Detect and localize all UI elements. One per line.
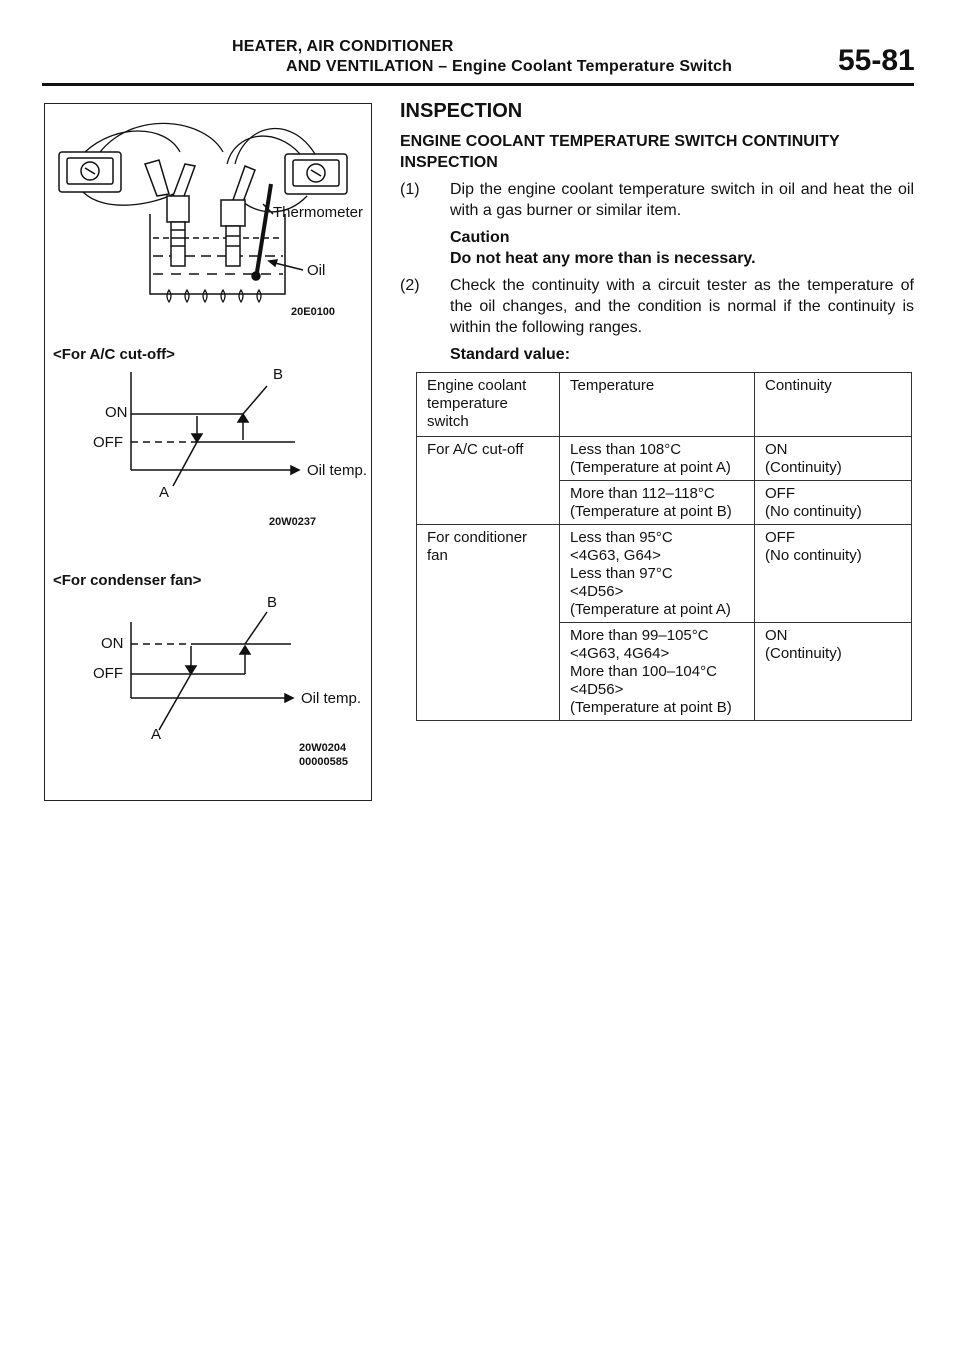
table-cell-temp: Less than 95°C <4G63, G64> Less than 97°C <4D56> (Temperature at point A): [560, 525, 755, 623]
step-1: [400, 179, 914, 221]
graph1-down-arrow: [192, 434, 202, 442]
header-title-line1: HEATER, AIR CONDITIONER: [232, 38, 454, 55]
graph2-point-b: B: [267, 594, 278, 611]
step-2: [400, 275, 914, 338]
standard-value-label: Standard value:: [450, 346, 571, 363]
caution-title: Caution: [450, 229, 510, 246]
graph-ac-cutoff: [131, 372, 299, 486]
caution-text: Do not heat any more than is necessary.: [450, 250, 756, 267]
table-cell-temp: More than 112–118°C (Temperature at point B): [560, 481, 755, 525]
oil-leader-arrowhead: [269, 260, 277, 266]
graph2-b-leader: [245, 612, 267, 644]
graph2-code: 20W0204: [299, 742, 347, 754]
graph1-a-leader: [173, 442, 197, 486]
graph2-down-arrow: [186, 666, 196, 674]
graph1-code: 20W0237: [269, 516, 317, 528]
graph1-axis-label: Oil temp.: [307, 462, 368, 479]
probe-clips: [145, 160, 255, 202]
table-cell-continuity: OFF (No continuity): [755, 481, 912, 525]
oil-label: Oil: [307, 262, 326, 279]
table-cell-temp: Less than 108°C (Temperature at point A): [560, 437, 755, 481]
table-cell-continuity: OFF (No continuity): [755, 525, 912, 623]
inspection-section: [400, 100, 914, 365]
header-rule: [42, 83, 914, 86]
table-header-continuity: Continuity: [755, 373, 912, 437]
thermometer-label: Thermometer: [273, 204, 364, 221]
graph2-a-leader: [159, 674, 191, 730]
graph2-point-a: A: [151, 726, 162, 743]
table-row: [417, 437, 912, 481]
section-heading: INSPECTION: [400, 100, 523, 122]
temperature-switch-icon: [167, 196, 189, 266]
standard-value-table: [416, 372, 912, 721]
table-row: [417, 525, 912, 623]
graph2-on-label: ON: [101, 635, 124, 652]
graph2-off-label: OFF: [93, 665, 123, 682]
header-title-line2: AND VENTILATION – Engine Coolant Temperature Switch: [286, 58, 733, 75]
burner-flames-icon: [167, 290, 261, 302]
graph1-up-arrow: [238, 414, 248, 422]
graph1-on-label: ON: [105, 404, 128, 421]
step-2-number: (2): [400, 277, 420, 294]
graph1-title: <For A/C cut-off>: [53, 346, 175, 363]
table-header-switch: Engine coolant temperature switch: [417, 373, 560, 437]
graph2-axis-label: Oil temp.: [301, 690, 362, 707]
graph2-x-arrowhead: [285, 694, 293, 702]
table-cell-switch-fan: For conditioner fan: [417, 525, 560, 721]
graph1-point-a: A: [159, 484, 170, 501]
graph1-x-arrowhead: [291, 466, 299, 474]
section-subheading: ENGINE COOLANT TEMPERATURE SWITCH CONTINUITY INSPECTION: [400, 133, 840, 171]
graph2-title: <For condenser fan>: [53, 572, 202, 589]
circuit-tester-left-icon: [59, 152, 121, 192]
page-number: 55-81: [838, 44, 915, 77]
figure-code-top: 20E0100: [291, 306, 336, 318]
circuit-tester-right-icon: [285, 154, 347, 194]
graph2-up-arrow: [240, 646, 250, 654]
graph2-code2: 00000585: [299, 756, 348, 768]
graph1-b-leader: [243, 386, 267, 414]
table-header-row: [417, 373, 912, 437]
step-1-number: (1): [400, 181, 420, 198]
thermometer-icon: [252, 184, 271, 280]
step-1-text: Dip the engine coolant temperature switch in oil and heat the oil with a gas burner or similar item.: [450, 181, 914, 219]
table-cell-switch-ac: For A/C cut-off: [417, 437, 560, 525]
graph-condenser-fan: [131, 612, 293, 730]
table-cell-continuity: ON (Continuity): [755, 437, 912, 481]
step-2-text: Check the continuity with a circuit tester as the temperature of the oil changes, and the condition is normal if the continuity is within the following ranges.: [450, 277, 914, 336]
graph1-point-b: B: [273, 366, 284, 383]
figure-panel: [44, 103, 372, 801]
caution-block: [400, 227, 914, 269]
table-cell-continuity: ON (Continuity): [755, 623, 912, 721]
graph1-off-label: OFF: [93, 434, 123, 451]
table-header-temperature: Temperature: [560, 373, 755, 437]
table-cell-temp: More than 99–105°C <4G63, 4G64> More than 100–104°C <4D56> (Temperature at point B): [560, 623, 755, 721]
